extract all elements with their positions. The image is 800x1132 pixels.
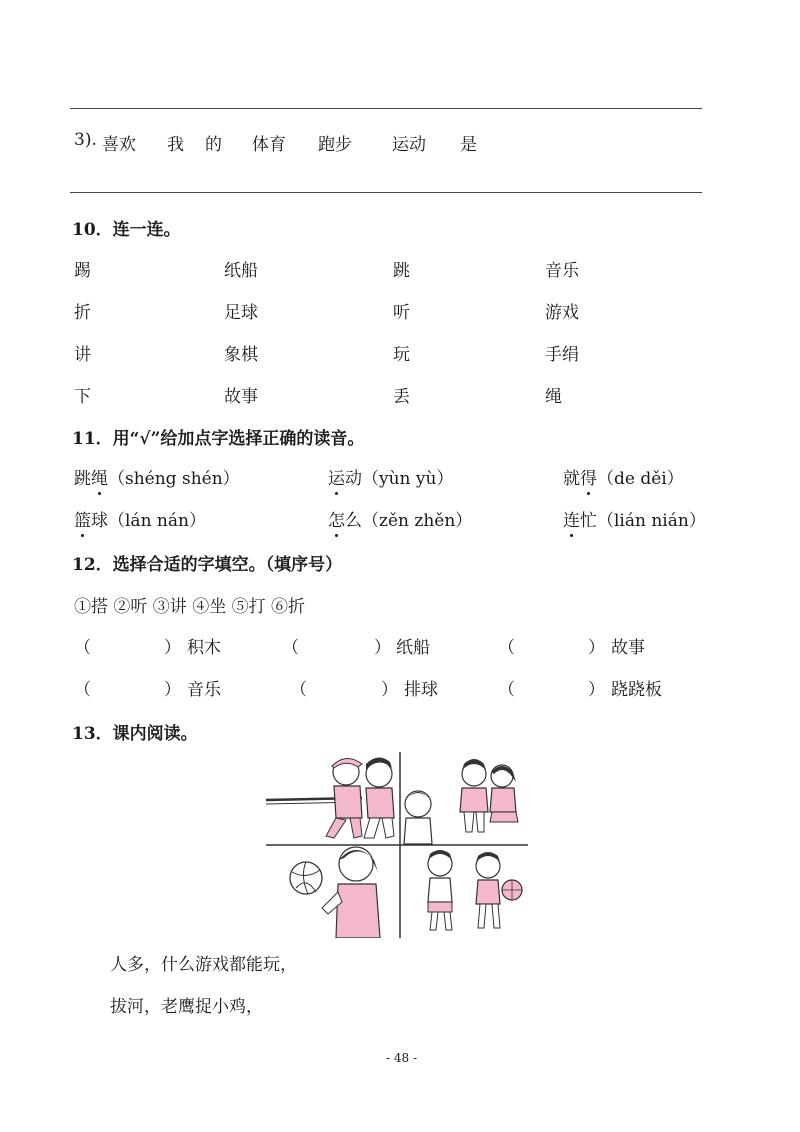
kid-shirt: [334, 786, 362, 818]
kid-head: [339, 847, 373, 881]
q12-blank-open: （: [498, 680, 515, 700]
basketball-scene: [428, 850, 522, 930]
kid-shirt: [336, 884, 380, 938]
q11-dotted-char: 篮: [74, 506, 91, 531]
q10-cell: 绳: [545, 387, 562, 407]
q11-dotted-char: 绳: [91, 464, 108, 489]
q9-word-7: 是: [460, 135, 477, 155]
q11-item: [563, 506, 706, 531]
q10-cell: 纸船: [224, 261, 258, 281]
q12-blank-close: ）: [164, 638, 181, 658]
q10-cell: 丢: [393, 387, 410, 407]
kid-shirt: [476, 880, 500, 904]
q12-word: 排球: [404, 680, 438, 700]
q10-cell: 玩: [393, 345, 410, 365]
answer-line-bottom: [70, 192, 702, 193]
q12-title: 12．选择合适的字填空。（填序号）: [72, 555, 343, 575]
q11-dotted-char: 运: [328, 464, 345, 489]
q10-cell: 折: [74, 303, 91, 323]
q9-word-5: 跑步: [318, 135, 352, 155]
q12-options-line: ①搭 ②听 ③讲 ④坐 ⑤打 ⑥折: [74, 597, 306, 617]
q10-cell: 跳: [393, 261, 410, 281]
q10-cell: 讲: [74, 345, 91, 365]
q11-dotted-char: 连: [563, 506, 580, 531]
q10-title: 10．连一连。: [72, 220, 181, 240]
q12-blank-open: （: [74, 680, 91, 700]
kid-shirt: [490, 788, 516, 812]
q10-cell: 音乐: [545, 261, 579, 281]
q12-word: 故事: [611, 638, 645, 658]
volleyball-scene: [290, 847, 380, 938]
q11-post: 么: [345, 511, 362, 531]
q12-word: 纸船: [396, 638, 430, 658]
q11-title: 11．用“√”给加点字选择正确的读音。: [72, 429, 365, 449]
q10-cell: 踢: [74, 261, 91, 281]
q11-options: （zěn zhěn）: [362, 511, 473, 531]
q9-word-4: 体育: [252, 135, 286, 155]
q12-blank-close: ）: [588, 638, 605, 658]
q11-item: [328, 464, 453, 489]
q12-blank-open: （: [290, 680, 307, 700]
q11-item: [328, 506, 472, 531]
q12-blank-close: ）: [381, 680, 398, 700]
q9-word-1: 喜欢: [102, 135, 136, 155]
q13-title: 13．课内阅读。: [72, 724, 198, 744]
poem-line-1: 人多，什么游戏都能玩，: [110, 955, 297, 975]
q10-cell: 象棋: [224, 345, 258, 365]
page-number: - 48 -: [386, 1051, 418, 1065]
q11-item: [74, 506, 206, 531]
q11-options: （lián nián）: [597, 511, 706, 531]
q10-cell: 游戏: [545, 303, 579, 323]
tug-of-war-scene: [266, 757, 394, 838]
q12-word: 积木: [187, 638, 221, 658]
q12-word: 跷跷板: [611, 680, 662, 700]
q12-blank-close: ）: [588, 680, 605, 700]
kid-head: [405, 791, 431, 817]
q12-blank-open: （: [282, 638, 299, 658]
q11-options: （de děi）: [597, 469, 684, 489]
q9-item3-label: 3).: [74, 130, 97, 150]
q10-cell: 听: [393, 303, 410, 323]
q11-item: [563, 464, 684, 489]
illustration-children-playing: [266, 752, 528, 938]
poem-line-2: 拔河，老鹰捉小鸡，: [110, 997, 263, 1017]
q11-item: [74, 464, 240, 489]
q9-word-3: 的: [205, 135, 222, 155]
q9-word-6: 运动: [392, 135, 426, 155]
q11-options: （lán nán）: [108, 511, 206, 531]
q10-cell: 下: [74, 387, 91, 407]
q11-post: 忙: [580, 511, 597, 531]
q11-dotted-char: 怎: [328, 506, 345, 531]
q11-dotted-char: 得: [580, 464, 597, 489]
kid-shirt: [366, 788, 394, 818]
q11-post: 动: [345, 469, 362, 489]
q12-blank-close: ）: [374, 638, 391, 658]
q12-blank-open: （: [74, 638, 91, 658]
q9-word-2: 我: [167, 135, 184, 155]
q10-cell: 足球: [224, 303, 258, 323]
eagle-catches-chicks-scene: [404, 759, 518, 844]
kid-shirt: [460, 788, 488, 812]
q11-options: （yùn yù）: [362, 469, 454, 489]
q11-options: （shéng shén）: [108, 469, 240, 489]
q11-post: 球: [91, 511, 108, 531]
q12-blank-open: （: [498, 638, 515, 658]
q10-cell: 故事: [224, 387, 258, 407]
q11-pre: 就: [563, 469, 580, 489]
q10-cell: 手绢: [545, 345, 579, 365]
q11-pre: 跳: [74, 469, 91, 489]
answer-line-top: [70, 108, 702, 109]
q12-word: 音乐: [187, 680, 221, 700]
q12-blank-close: ）: [164, 680, 181, 700]
illustration-svg: [266, 752, 528, 938]
